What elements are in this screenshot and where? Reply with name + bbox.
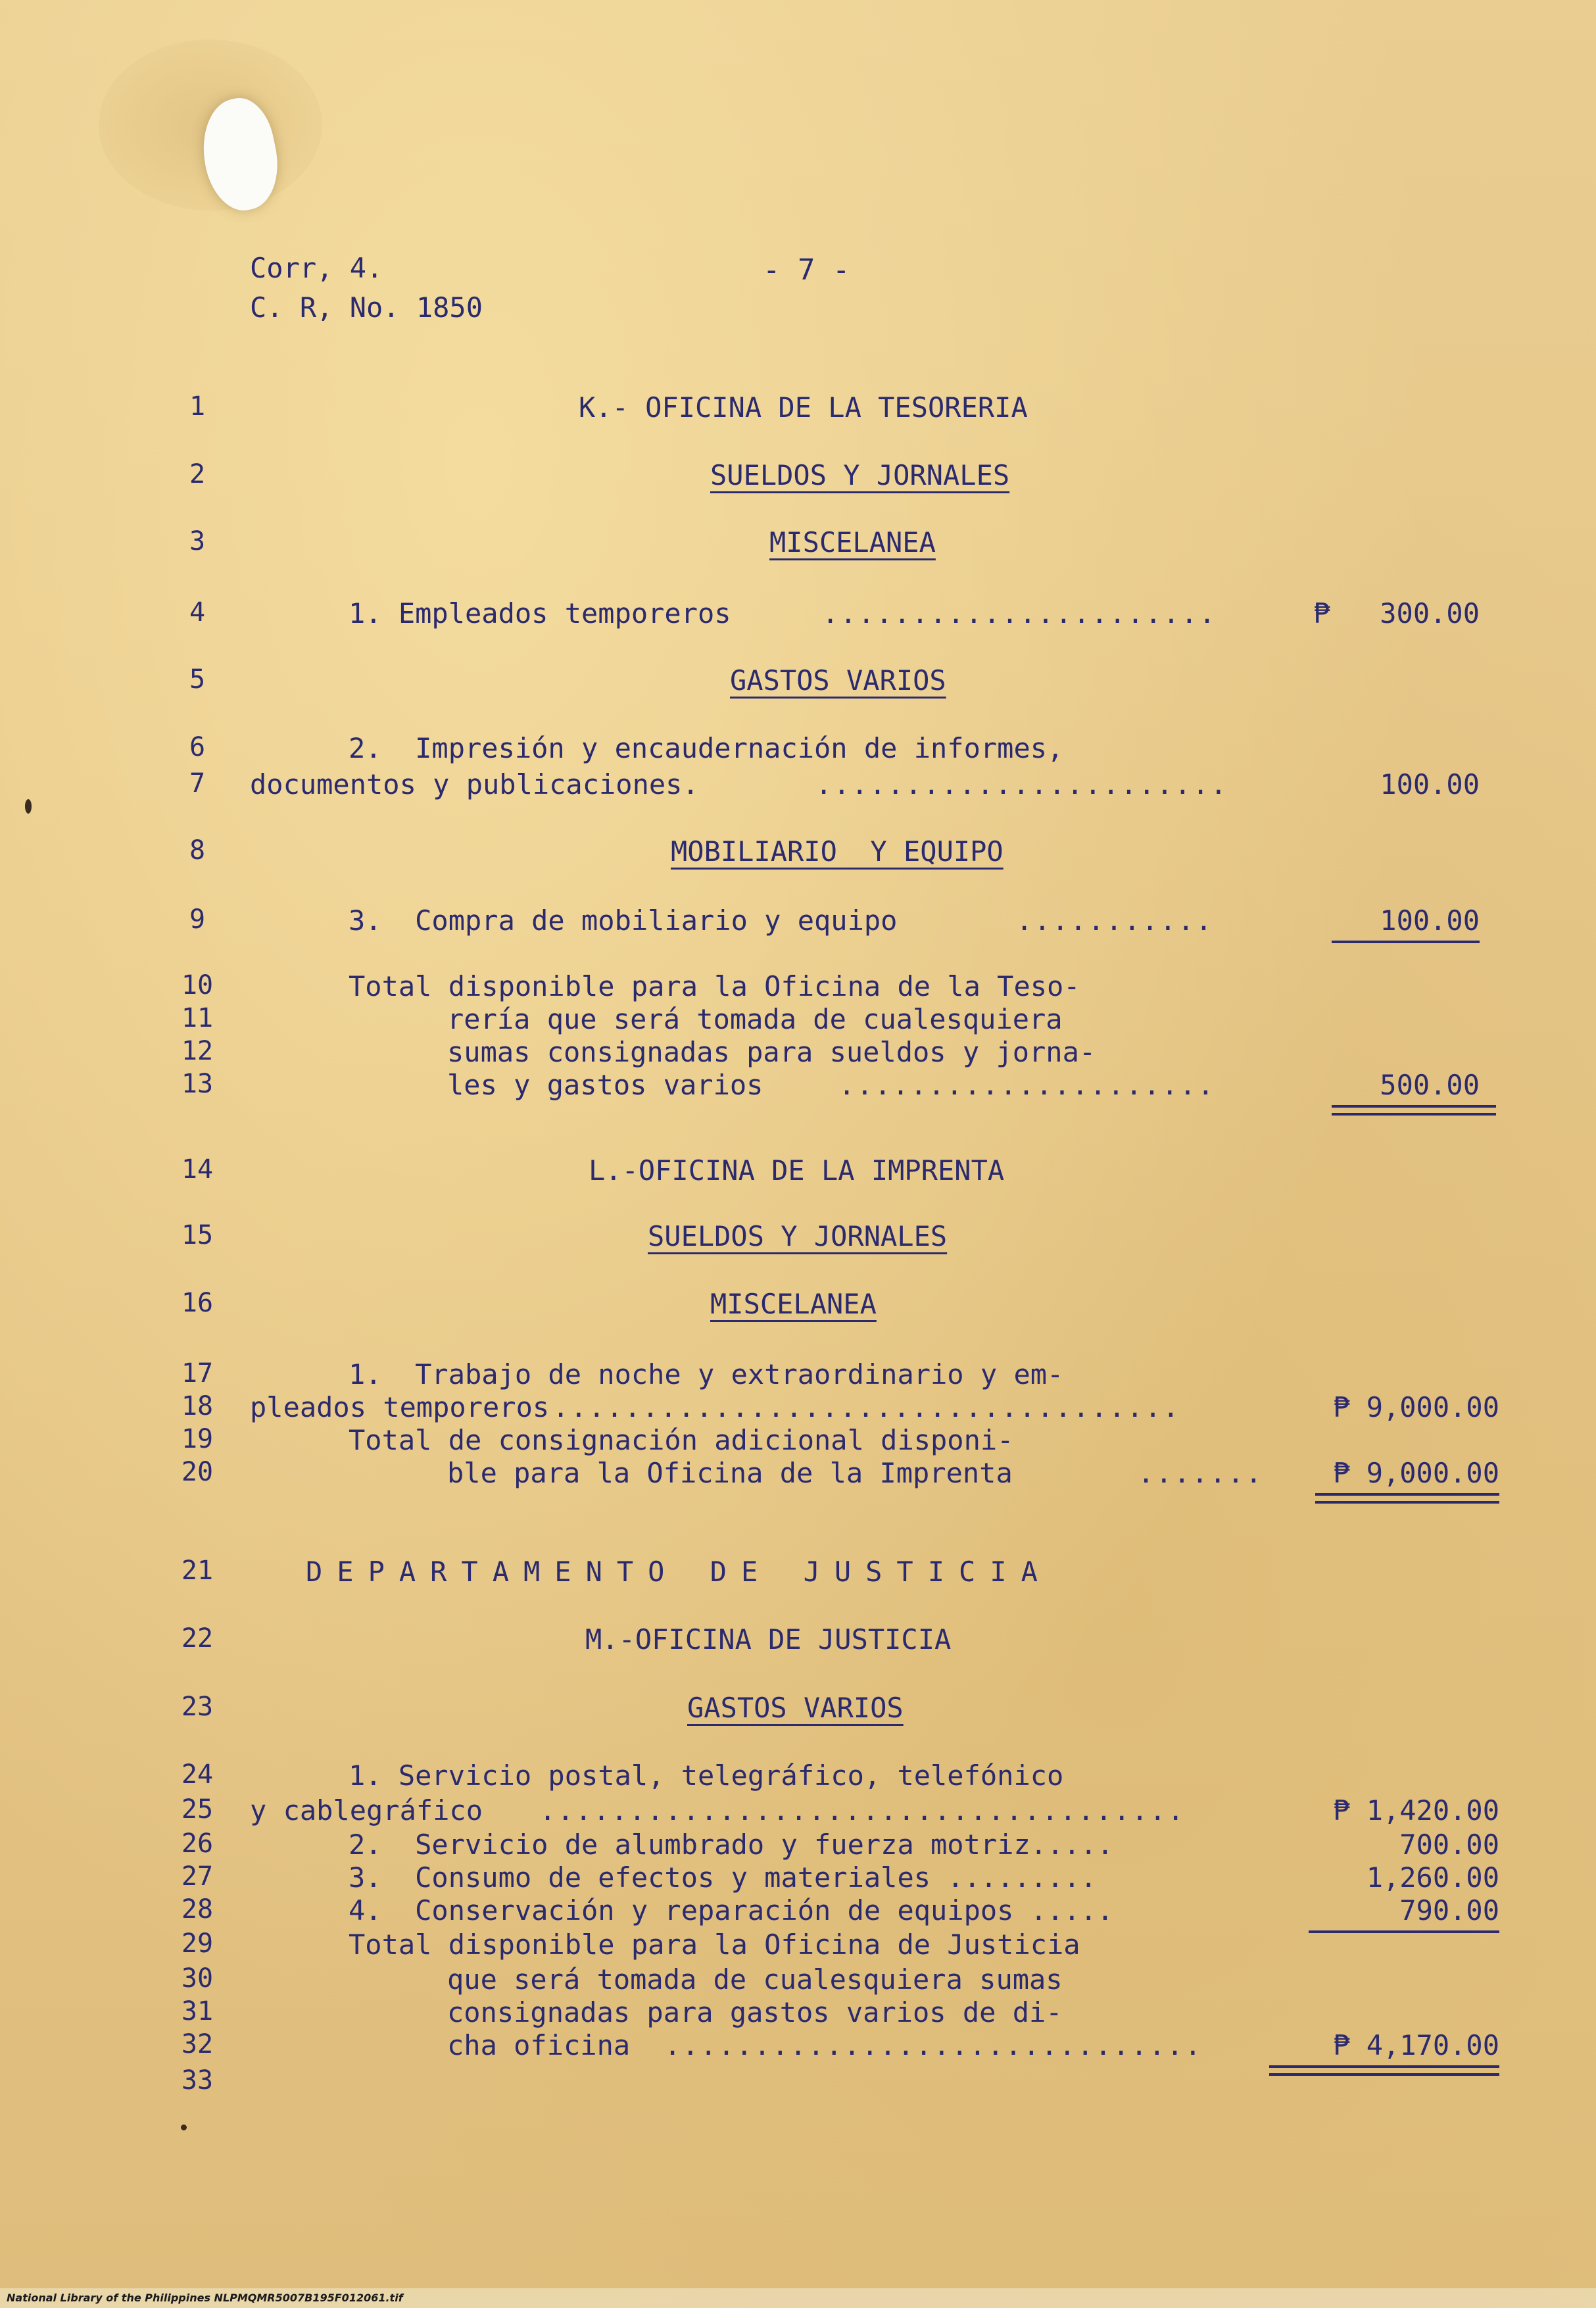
leader-dots: .....................: [838, 1069, 1216, 1101]
line-number: 5: [189, 664, 206, 695]
k-item-2-amount: 100.00: [1380, 768, 1480, 800]
line-number: 8: [189, 835, 206, 866]
section-k-sueldos: SUELDOS Y JORNALES: [710, 459, 1010, 491]
line-number: 26: [181, 1829, 214, 1859]
leader-dots: ...........: [1016, 904, 1214, 937]
section-l-sueldos: SUELDOS Y JORNALES: [648, 1220, 948, 1252]
line-number: 3: [189, 526, 206, 556]
leader-dots: ....................................: [539, 1794, 1186, 1827]
l-item-1-line-b: pleados temporeros: [250, 1391, 550, 1423]
archive-footer: National Library of the Philippines NLPMQMR5007B195F012061.tif: [0, 2288, 1596, 2308]
k-item-3: 3. Compra de mobiliario y equipo: [349, 904, 898, 937]
line-number: 31: [181, 1996, 214, 2026]
ink-dot: [181, 2124, 187, 2130]
m-item-3: 3. Consumo de efectos y materiales .........: [349, 1861, 1097, 1894]
section-k-miscelanea: MISCELANEA: [769, 526, 936, 558]
line-number: 28: [181, 1894, 214, 1925]
header-corr: Corr, 4.: [250, 252, 383, 284]
section-m-gastos: GASTOS VARIOS: [687, 1692, 904, 1724]
section-k-title: K.- OFICINA DE LA TESORERIA: [579, 391, 1028, 424]
m-total-line-a: Total disponible para la Oficina de Justicia: [349, 1928, 1080, 1961]
m-item-2-amount: 700.00: [1399, 1829, 1499, 1861]
m-total-line-d: cha oficina: [447, 2029, 631, 2061]
l-item-1-amount: ₱ 9,000.00: [1333, 1391, 1499, 1423]
leader-dots: .......: [1138, 1457, 1264, 1489]
section-l-title: L.-OFICINA DE LA IMPRENTA: [589, 1154, 1005, 1187]
line-number: 1: [189, 391, 206, 422]
line-number: 13: [181, 1069, 214, 1099]
line-number: 24: [181, 1759, 214, 1790]
total-rule: [1269, 2073, 1499, 2076]
k-total-line-d: les y gastos varios: [447, 1069, 763, 1101]
section-k-mobiliario: MOBILIARIO Y EQUIPO: [671, 835, 1004, 868]
m-item-1-amount: ₱ 1,420.00: [1333, 1794, 1499, 1827]
k-total-line-b: rería que será tomada de cualesquiera: [447, 1003, 1063, 1035]
leader-dots: ...................................: [552, 1391, 1181, 1423]
line-number: 18: [181, 1391, 214, 1421]
leader-dots: ......................: [822, 597, 1217, 629]
line-number: 25: [181, 1794, 214, 1825]
line-number: 14: [181, 1154, 214, 1185]
subtotal-rule: [1309, 1930, 1499, 1933]
k-total-line-a: Total disponible para la Oficina de la Teso-: [349, 970, 1080, 1002]
k-total-amount: 500.00: [1380, 1069, 1480, 1101]
m-item-3-amount: 1,260.00: [1366, 1861, 1499, 1894]
line-number: 16: [181, 1288, 214, 1318]
k-item-2-line-a: 2. Impresión y encaudernación de informes,: [349, 732, 1064, 764]
page-number: - 7 -: [763, 253, 850, 287]
line-number: 23: [181, 1692, 214, 1722]
k-item-2-line-b: documentos y publicaciones.: [250, 768, 699, 800]
k-total-line-c: sumas consignadas para sueldos y jorna-: [447, 1036, 1096, 1068]
m-item-4: 4. Conservación y reparación de equipos .....: [349, 1894, 1114, 1927]
total-rule: [1315, 1501, 1499, 1504]
header-cr-number: C. R, No. 1850: [250, 291, 483, 324]
k-item-1: 1. Empleados temporeros: [349, 597, 731, 629]
line-number: 15: [181, 1220, 214, 1250]
m-item-1-line-b: y cablegráfico: [250, 1794, 483, 1827]
leader-dots: .......................: [815, 768, 1228, 800]
line-number: 6: [189, 732, 206, 762]
section-m-title: M.-OFICINA DE JUSTICIA: [585, 1623, 952, 1656]
line-number: 10: [181, 970, 214, 1000]
total-rule: [1332, 1105, 1496, 1108]
m-total-line-c: consignadas para gastos varios de di-: [447, 1996, 1063, 2028]
l-total-amount: ₱ 9,000.00: [1333, 1457, 1499, 1489]
m-item-4-amount: 790.00: [1399, 1894, 1499, 1927]
line-number: 17: [181, 1358, 214, 1388]
ink-mark: [25, 799, 32, 814]
m-item-1-line-a: 1. Servicio postal, telegráfico, telefónico: [349, 1759, 1064, 1792]
k-item-3-amount: 100.00: [1380, 904, 1480, 937]
total-rule: [1269, 2065, 1499, 2068]
line-number: 29: [181, 1928, 214, 1959]
line-number: 21: [181, 1556, 214, 1586]
line-number: 4: [189, 597, 206, 627]
line-number: 11: [181, 1003, 214, 1033]
line-number: 7: [189, 768, 206, 798]
section-l-miscelanea: MISCELANEA: [710, 1288, 877, 1320]
line-number: 12: [181, 1036, 214, 1066]
l-total-line-b: ble para la Oficina de la Imprenta: [447, 1457, 1013, 1489]
total-rule: [1315, 1493, 1499, 1496]
m-total-amount: ₱ 4,170.00: [1333, 2029, 1499, 2061]
line-number: 22: [181, 1623, 214, 1654]
line-number: 32: [181, 2029, 214, 2059]
department-heading: DEPARTAMENTO DE JUSTICIA: [306, 1556, 1052, 1588]
l-total-line-a: Total de consignación adicional disponi-: [349, 1424, 1014, 1456]
leader-dots: ..............................: [664, 2029, 1203, 2061]
line-number: 2: [189, 459, 206, 489]
m-item-2: 2. Servicio de alumbrado y fuerza motriz.....: [349, 1829, 1114, 1861]
line-number: 27: [181, 1861, 214, 1892]
total-rule: [1332, 1113, 1496, 1116]
line-number: 30: [181, 1963, 214, 1994]
line-number: 9: [189, 904, 206, 935]
section-k-gastos: GASTOS VARIOS: [730, 664, 946, 697]
l-item-1-line-a: 1. Trabajo de noche y extraordinario y em-: [349, 1358, 1064, 1390]
m-total-line-b: que será tomada de cualesquiera sumas: [447, 1963, 1063, 1996]
subtotal-rule: [1332, 941, 1480, 943]
line-number: 33: [181, 2065, 214, 2096]
line-number: 19: [181, 1424, 214, 1454]
k-item-1-amount: ₱ 300.00: [1313, 597, 1480, 629]
line-number: 20: [181, 1457, 214, 1487]
